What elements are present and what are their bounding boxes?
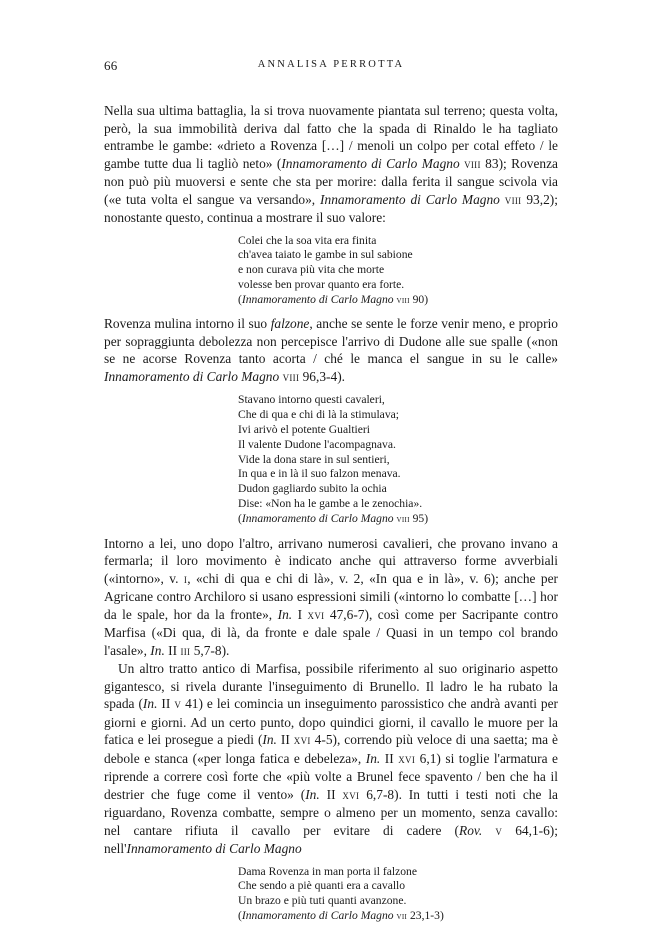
running-head: ANNALISA PERROTTA [257,59,405,70]
verse-line: Che sendo a piè quanti era a cavallo [238,879,406,893]
paragraph: Rovenza mulina intorno il suo falzone, anche se sente le forze venir meno, e proprio per sopraggiunta debolezza non percepisce l'arrivo di Dudone alle sue spalle («non se ne acorse Rovenza tanto acorta / ché le manca el sangue in su le calle» Innamoramento di Carlo Magno viii 96,3-4). [104,316,558,384]
verse-line: volesse ben provar quanto era forte. [238,277,405,291]
verse-line: Dise: «Non ha le gambe a le zenochia». [238,497,423,511]
verse-quotation [238,865,558,924]
paragraph: Nella sua ultima battaglia, la si trova nuovamente piantata sul terreno; questa volta, però, la sua immobilità deriva dal fatto che la spada di Rinaldo le ha tagliato entrambe le gambe: «drieto a Rovenza […] / menoli un colpo per cotal effeto / le gambe tutte dua li tagliò neto» (Innamoramento di Carlo Magno viii 83); Rovenza non può più muoversi e sente che sta per morire: dalla ferita il sangue scivola via («e tuta volta el sangue va versando», Innamoramento di Carlo Magno viii 93,2); nonostante questo, continua a mostrare il suo valore: [104,103,558,225]
verse-line: ch'avea taiato le gambe in sul sabione [238,248,413,262]
verse-citation: (Innamoramento di Carlo Magno vii 23,1-3) [238,909,444,923]
verse-quotation [238,393,558,526]
verse-citation: (Innamoramento di Carlo Magno viii 95) [238,511,429,525]
page-number: 66 [104,58,118,73]
verse-line: Stavano intorno questi cavaleri, [238,393,385,407]
paragraph: Un altro tratto antico di Marfisa, possibile riferimento al suo originario aspetto gigantesco, si rivela durante l'inseguimento di Brunello. Il ladro le ha rubato la spada (In. II v 41) e lei comincia un inseguimento parossistico che andrà avanti per giorni e giorni. Ad un certo punto, dopo quindici giorni, il cavallo le muore per la fatica e lei prosegue a piedi (In. II xvi 4-5), correndo più veloce di una saetta; ma è debole e stanca («per longa fatica e debeleza», In. II xvi 6,1) si toglie l'armatura e riprende a correre così forte che «più volte a Brunel fece spavento / ben che ha il destrier che fuge come il vento» (In. II xvi 6,7-8). In tutti i testi noti che la riguardano, Rovenza combatte, sempre o almeno per un momento, senza cavallo: nel cantare rifiuta il cavallo per evitare di cadere (Rov. v 64,1-6); nell'Innamoramento di Carlo Magno [104,661,558,857]
verse-line: Dama Rovenza in man porta il falzone [238,864,417,878]
verse-line: Ivi arivò el potente Gualtieri [238,423,370,437]
verse-line: Colei che la soa vita era finita [238,233,377,247]
verse-line: Un brazo e più tuti quanti avanzone. [238,894,407,908]
page-header [104,58,558,78]
page-body [104,102,558,932]
verse-quotation [238,234,558,308]
verse-line: In qua e in là il suo falzon menava. [238,467,401,481]
verse-line: Vide la dona stare in sul sentieri, [238,452,390,466]
verse-line: Il valente Dudone l'acompagnava. [238,437,396,451]
paragraph: Intorno a lei, uno dopo l'altro, arrivano numerosi cavalieri, che provano invano a fermarla; il loro movimento è indicato anche qui attraverso forme avverbiali («intorno», v. i, «chi di qua e chi di là», v. 2, «In qua e in là», v. 6); anche per Agricane contro Archiloro si usano espressioni simili («intorno lo combatte […] hor da le spale, hor da la fronte», In. I xvi 47,6-7), così come per Sacripante contro Marfisa («Di qua, di là, da fronte e dale spale / Quasi in un tempo col brando l'asale», In. II iii 5,7-8). [104,535,559,658]
verse-citation: (Innamoramento di Carlo Magno viii 90) [238,292,429,306]
verse-line: Dudon gagliardo subito la ochia [238,482,387,496]
verse-line: Che di qua e chi di là la stimulava; [238,408,399,422]
verse-line: e non curava più vita che morte [238,263,385,277]
